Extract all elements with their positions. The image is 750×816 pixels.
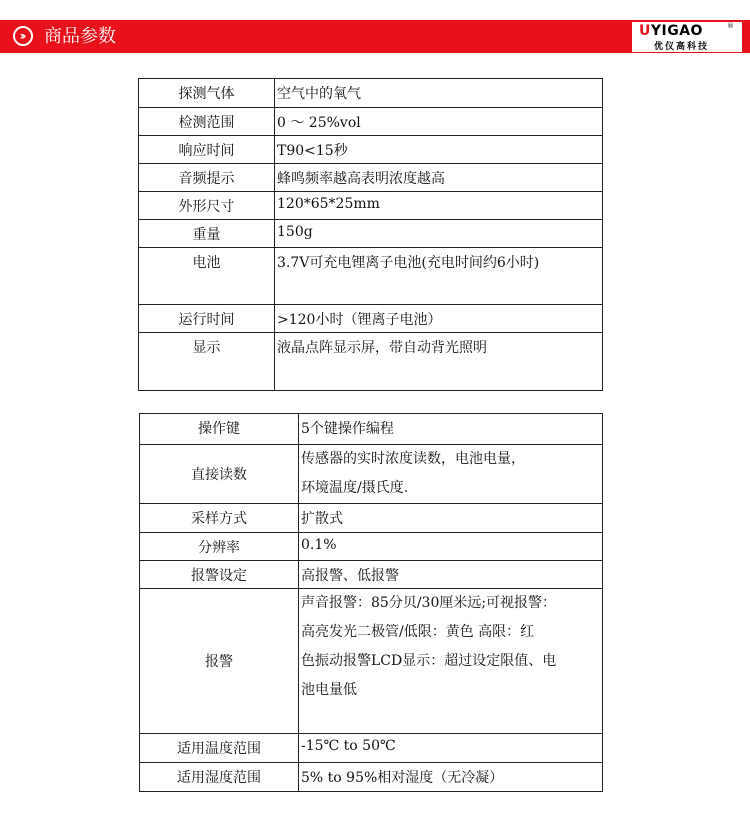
section-title: 商品参数 [44, 26, 116, 47]
spec-value-line: 池电量低 [301, 682, 357, 698]
spec-table-2 [139, 413, 603, 792]
spec-value: 3.7V可充电锂离子电池(充电时间约6小时) [275, 248, 603, 305]
spec-value: 120*65*25mm [275, 192, 603, 220]
brand-logo [632, 22, 742, 52]
table-row [139, 333, 603, 391]
spec-key: 检测范围 [139, 108, 275, 136]
spec-value-line: 色振动报警LCD显示：超过设定限值、电 [301, 653, 557, 669]
table-row [140, 734, 603, 763]
spec-value: 5% to 95%相对湿度（无冷凝） [299, 763, 603, 792]
table-row [139, 248, 603, 305]
spec-value-line: 环境温度/摄氏度. [301, 480, 409, 496]
spec-key: 重量 [139, 220, 275, 248]
spec-table-1 [138, 78, 603, 391]
spec-key: 适用湿度范围 [140, 763, 299, 792]
table-row [140, 561, 603, 589]
table-row [140, 533, 603, 561]
table-row [140, 414, 603, 445]
table-row [140, 589, 603, 734]
spec-value: 空气中的氧气 [275, 79, 603, 108]
spec-key: 显示 [139, 333, 275, 391]
logo-subtitle: 优仪高科技 [654, 42, 710, 52]
table-row [139, 220, 603, 248]
table-row [139, 108, 603, 136]
logo-brand-text: UYIGAO [639, 23, 703, 39]
spec-value [299, 589, 603, 734]
spec-key: 采样方式 [140, 504, 299, 533]
spec-key: 电池 [139, 248, 275, 305]
spec-key: 外形尺寸 [139, 192, 275, 220]
spec-value-line: 高亮发光二极管/低限：黄色 高限：红 [301, 624, 535, 640]
spec-key: 响应时间 [139, 136, 275, 164]
spec-key: 操作键 [140, 414, 299, 445]
spec-key: 探测气体 [139, 79, 275, 108]
spec-value: 扩散式 [299, 504, 603, 533]
spec-value: 5个键操作编程 [299, 414, 603, 445]
spec-key: 适用温度范围 [140, 734, 299, 763]
spec-value: 蜂鸣频率越高表明浓度越高 [275, 164, 603, 192]
spec-value-line: 声音报警：85分贝/30厘米远;可视报警： [301, 595, 557, 611]
table-row [139, 136, 603, 164]
table-row [139, 305, 603, 333]
spec-value [299, 445, 603, 504]
logo-brand-rest: YIGAO [650, 23, 703, 39]
logo-registered-mark: ® [727, 22, 734, 30]
section-header-banner [0, 20, 750, 53]
spec-value-line: 传感器的实时浓度读数，电池电量， [301, 451, 525, 467]
chevron-right-icon: ›› [13, 26, 33, 46]
spec-value: 高报警、低报警 [299, 561, 603, 589]
spec-value: 0.1% [299, 533, 603, 561]
spec-key: 运行时间 [139, 305, 275, 333]
table-row [139, 192, 603, 220]
spec-key: 音频提示 [139, 164, 275, 192]
spec-value: 0 ～ 25%vol [275, 108, 603, 136]
spec-key: 报警 [140, 589, 299, 734]
table-row [140, 504, 603, 533]
spec-value: -15℃ to 50℃ [299, 734, 603, 763]
table-row [139, 79, 603, 108]
spec-key: 直接读数 [140, 445, 299, 504]
spec-value: >120小时（锂离子电池） [275, 305, 603, 333]
spec-value: T90<15秒 [275, 136, 603, 164]
spec-key: 报警设定 [140, 561, 299, 589]
spec-value: 液晶点阵显示屏，带自动背光照明 [275, 333, 603, 391]
spec-key: 分辨率 [140, 533, 299, 561]
spec-value: 150g [275, 220, 603, 248]
table-row [139, 164, 603, 192]
table-row [140, 445, 603, 504]
table-row [140, 763, 603, 792]
